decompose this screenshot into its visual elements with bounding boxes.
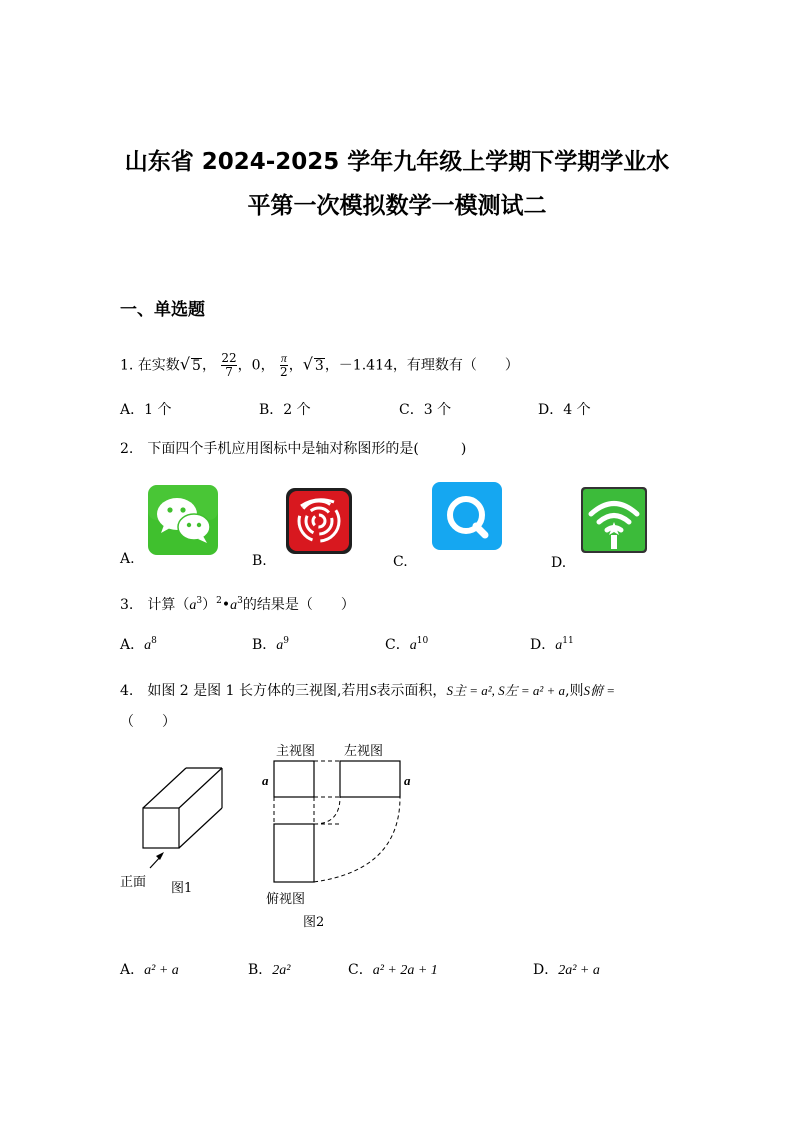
q4-option-d[interactable]: D．2a² + a — [533, 962, 600, 978]
q2-option-a-label[interactable]: A. — [120, 551, 135, 567]
wechat-icon[interactable] — [148, 485, 218, 555]
qq-browser-icon[interactable] — [432, 482, 502, 550]
q4-option-b[interactable]: B．2a² — [248, 962, 291, 978]
question-1: 1. 在实数√ 5， $\frac{22}{7}$ ，0， $\frac{\pi}{2}$ ，√ 3，－1.414，有理数有（ ） — [120, 351, 519, 379]
wifi-icon[interactable] — [581, 487, 647, 553]
page-title-line1: 山东省 2024-2025 学年九年级上学期下学期学业水 — [124, 149, 670, 175]
sqrt-radicand: 5 — [192, 357, 201, 374]
sqrt-radicand: 3 — [314, 357, 324, 374]
area-top-expr: S俯 = — [583, 683, 616, 698]
question-number: 1. — [120, 357, 134, 374]
dimension-a-left: a — [262, 773, 269, 788]
dimension-a-right: a — [404, 773, 411, 788]
left-view-label: 左视图 — [344, 744, 384, 759]
top-view-label: 俯视图 — [266, 892, 306, 907]
question-tail: ，－1.414，有理数有（ ） — [324, 357, 519, 374]
q2-option-d-label[interactable]: D. — [551, 555, 567, 571]
ifeng-icon[interactable] — [286, 488, 352, 554]
page-title-line2: 平第一次模拟数学一模测试二 — [247, 193, 547, 219]
q3-option-a[interactable]: A．$a^8$ — [120, 636, 157, 653]
area-formula: S主 = a², S左 = a² + a — [446, 683, 566, 698]
question-4: 4. 如图 2 是图 1 长方体的三视图,若用S表示面积，S主 = a², S左 = a² + a,则S俯 = — [120, 683, 616, 699]
main-view-label: 主视图 — [276, 744, 316, 759]
q1-option-a[interactable]: A．1 个 — [120, 402, 172, 418]
separator: ， — [288, 357, 303, 374]
q1-option-d[interactable]: D．4 个 — [538, 402, 591, 418]
q1-option-b[interactable]: B．2 个 — [259, 402, 311, 418]
question-4-paren: （ ） — [120, 714, 176, 730]
front-label: 正面 — [120, 875, 147, 890]
q4-option-a[interactable]: A．a² + a — [120, 962, 179, 978]
figure-1-caption: 图1 — [171, 881, 193, 896]
q3-option-c[interactable]: C．$a^{10}$ — [385, 636, 429, 653]
q4-option-c[interactable]: C．a² + 2a + 1 — [348, 962, 438, 978]
fraction-22-7: $\frac{22}{7}$ — [221, 351, 237, 379]
q1-option-c[interactable]: C．3 个 — [399, 402, 452, 418]
question-3: 3. 计算$(a^3)^2•a^3$的结果是（ ） — [120, 596, 355, 613]
figure-2-caption: 图2 — [303, 915, 325, 930]
fraction-pi-2: $\frac{\pi}{2}$ — [280, 351, 288, 379]
figure-2-views — [260, 760, 410, 890]
q3-option-d[interactable]: D．$a^{11}$ — [530, 636, 574, 653]
question-2: 2. 下面四个手机应用图标中是轴对称图形的是( ) — [120, 441, 467, 457]
question-text: 在实数 — [137, 357, 180, 374]
section-heading: 一、单选题 — [120, 300, 205, 320]
q2-option-c-label[interactable]: C. — [393, 554, 408, 570]
separator: ， — [201, 357, 216, 374]
q2-option-b-label[interactable]: B. — [252, 553, 267, 569]
zero-value: ，0， — [237, 357, 275, 374]
q3-option-b[interactable]: B．$a^9$ — [252, 636, 290, 653]
